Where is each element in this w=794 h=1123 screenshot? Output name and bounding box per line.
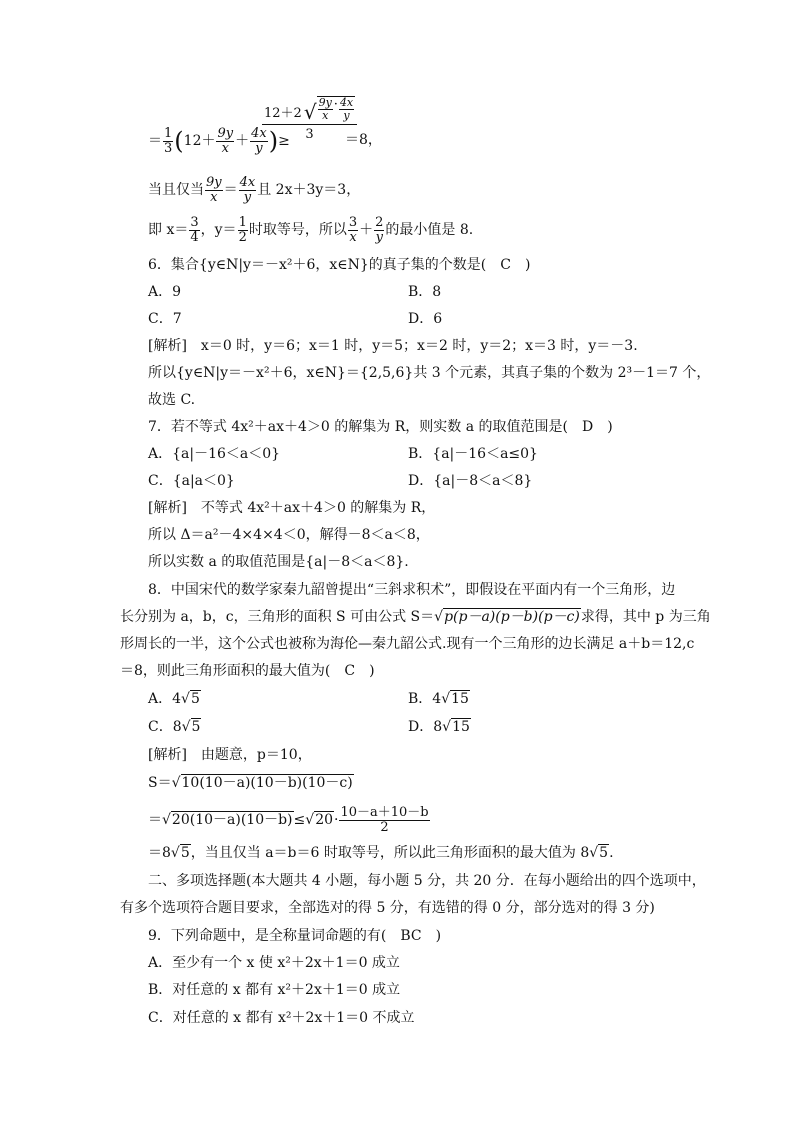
q6-option-c: C．7 — [148, 311, 182, 327]
q8-solution-4: ＝8√5，当且仅当 a＝b＝6 时取等号，所以此三角形面积的最大值为 8√5. — [148, 845, 614, 861]
section-2-heading-2: 有多个选项符合题目要求，全部选对的得 5 分，有选错的得 0 分，部分选对的得 3 分) — [120, 900, 655, 916]
frac-num: 4x — [251, 125, 267, 141]
frac-num: 4x — [339, 96, 354, 109]
q6-solution-2: 所以{y∈N|y＝－x²＋6，x∈N}＝{2,5,6}共 3 个元素，其真子集的个数为 2³－1＝7 个， — [148, 365, 711, 381]
text: 求得，其中 p 为三角 — [580, 609, 711, 625]
q6-solution-1: [解析] x＝0 时，y＝6；x＝1 时，y＝5；x＝2 时，y＝2；x＝3 时，y＝－3. — [148, 338, 638, 354]
text: S＝ — [148, 775, 172, 791]
equals-8: ＝8， — [345, 132, 382, 148]
option-label: A．4 — [148, 691, 182, 707]
radicand: 15 — [451, 691, 469, 707]
fraction-2-y — [374, 216, 384, 245]
q7-option-b: B．{a|－16＜a≤0} — [408, 446, 538, 462]
big-frac-den: 3 — [305, 127, 314, 142]
fraction-one-third — [163, 127, 173, 156]
fraction-9y-x-small — [318, 97, 333, 122]
question-8-line-1: 8．中国宋代的数学家秦九韶曾提出“三斜求积术”，即假设在平面内有一个三角形，边 — [148, 582, 676, 598]
q8-option-b: B．4√15 — [408, 691, 469, 707]
frac-den: y — [375, 229, 383, 245]
frac-num: 9y — [217, 125, 234, 141]
q8-option-a: A．4√5 — [148, 691, 200, 707]
q6-solution-3: 故选 C. — [148, 392, 196, 408]
frac-den: 4 — [190, 229, 199, 245]
le-sign: ≤ — [293, 812, 306, 828]
frac-den: x — [349, 229, 357, 245]
question-9: 9．下列命题中，是全称量词命题的有( BC ) — [148, 928, 442, 944]
big-frac-num-text: 12＋2 — [264, 106, 302, 121]
q8-option-c: C．8√5 — [148, 719, 201, 735]
frac-den: x — [322, 109, 329, 122]
frac-num: 9y — [206, 174, 222, 190]
fraction-4x-y — [239, 176, 257, 205]
sqrt-expression: p(p－a)(p－b)(p－c) — [444, 609, 580, 625]
q7-solution-3: 所以实数 a 的取值范围是{a|－8＜a＜8}. — [148, 554, 409, 570]
frac-num: 3 — [190, 214, 199, 230]
radicand: 5 — [191, 719, 201, 735]
fraction-1-2 — [238, 216, 248, 245]
right-paren: ) — [268, 127, 279, 155]
frac-num: 1 — [238, 214, 247, 230]
solution-line-1-tail — [345, 130, 382, 150]
big-fraction — [262, 96, 357, 143]
q9-option-b: B．对任意的 x 都有 x²＋2x＋1＝0 成立 — [148, 982, 401, 998]
fraction-3-4 — [189, 216, 199, 245]
fraction-3-x — [348, 216, 358, 245]
text: 长分别为 a，b，c，三角形的面积 S 可由公式 S＝ — [120, 609, 435, 625]
frac-num: 2 — [375, 214, 384, 230]
frac-num: 10－a＋10－b — [340, 804, 429, 820]
question-8-line-4: ＝8，则此三角形面积的最大值为( C ) — [120, 663, 375, 679]
question-7: 7．若不等式 4x²＋ax＋4＞0 的解集为 R，则实数 a 的取值范围是( D ) — [148, 419, 613, 435]
text-y-equals: ，y＝ — [200, 222, 237, 238]
q6-option-d: D．6 — [408, 311, 443, 327]
radicand: 5 — [190, 691, 200, 707]
text-min-value: 的最小值是 8. — [385, 222, 474, 238]
question-8-line-2: 长分别为 a，b，c，三角形的面积 S 可由公式 S＝√p(p－a)(p－b)(p－c)求得，其中 p 为三角 — [120, 609, 711, 625]
q8-solution-1: [解析] 由题意，p＝10， — [148, 747, 312, 763]
frac-num: 3 — [348, 214, 358, 230]
q7-option-a: A．{a|－16＜a＜0} — [148, 446, 281, 462]
frac-den: y — [343, 109, 350, 122]
frac-den: 2 — [238, 229, 247, 245]
q8-solution-3: ＝√20(10－a)(10－b)≤√20· $\frac{10-a+10-b}{2}$ — [148, 804, 429, 835]
q7-option-c: C．{a|a＜0} — [148, 473, 235, 489]
frac-num: 4x — [239, 174, 256, 190]
solution-line-2: 当且仅当 $\frac{9y}{x}$ ＝ $\frac{4x}{y}$ 且 2x＋3y＝3， — [148, 174, 361, 205]
fraction-sum-over-2 — [339, 806, 429, 835]
solution-line-3: 即 x＝ $\frac{3}{4}$ ，y＝ $\frac{1}{2}$ 时取等号，所以 $\frac{3}{x}$ ＋ $\frac{2}{y}$ 的最小值是 8. — [148, 214, 474, 245]
option-label: B．4 — [408, 691, 442, 707]
frac-num: 9y — [318, 96, 332, 109]
q9-option-a: A．至少有一个 x 使 x²＋2x＋1＝0 成立 — [148, 955, 400, 971]
sqrt-content: $\frac{9y}{x}$ · $\frac{4x}{y}$ — [318, 96, 354, 122]
frac-den: y — [243, 189, 252, 205]
equals-sign: ＝ — [148, 133, 162, 149]
frac-den: 3 — [164, 140, 173, 156]
frac-num: 1 — [164, 125, 173, 141]
option-label: D．8 — [408, 719, 443, 735]
text: ＝8 — [148, 845, 171, 861]
q8-option-d: D．8√15 — [408, 719, 470, 735]
q6-option-b: B．8 — [408, 284, 442, 300]
frac-den: 2 — [380, 819, 389, 835]
question-6: 6．集合{y∈N|y＝－x²＋6，x∈N}的真子集的个数是( C ) — [148, 257, 531, 273]
q7-solution-2: 所以 Δ＝a²－4×4×4＜0，解得－8＜a＜8， — [148, 527, 430, 543]
radicand: 20 — [315, 812, 334, 828]
expr-12-plus: 12＋ — [183, 133, 216, 149]
text: ＝ — [148, 812, 162, 828]
geq-sign: ≥ — [278, 133, 290, 149]
frac-den: y — [255, 140, 263, 156]
radicand: 5 — [599, 845, 609, 861]
text-x-equals: 即 x＝ — [148, 222, 189, 238]
left-paren: ( — [174, 127, 184, 155]
fraction-9y-x — [216, 127, 234, 156]
q9-option-c: C．对任意的 x 都有 x²＋2x＋1＝0 不成立 — [148, 1010, 415, 1026]
text-when-and-only-when: 当且仅当 — [148, 182, 204, 198]
frac-den: x — [221, 140, 229, 156]
solution-line-1: ＝ $\frac{1}{3}$ (12＋ $\frac{9y}{x}$ ＋ $\frac{4x}{y}$ )≥ — [148, 125, 290, 156]
q8-solution-2: S＝√10(10－a)(10－b)(10－c) — [148, 775, 353, 791]
option-label: C．8 — [148, 719, 182, 735]
q6-option-a: A．9 — [148, 284, 182, 300]
text-equality: 时取等号，所以 — [248, 222, 347, 238]
radicand: 10(10－a)(10－b)(10－c) — [181, 775, 353, 791]
radicand: 15 — [452, 719, 470, 735]
text: . — [609, 845, 614, 861]
sqrt-sign: √ — [303, 100, 317, 124]
q7-solution-1: [解析] 不等式 4x²＋ax＋4＞0 的解集为 R， — [148, 500, 436, 516]
q7-option-d: D．{a|－8＜a＜8} — [408, 473, 533, 489]
frac-den: x — [210, 189, 218, 205]
section-2-heading-1: 二、多项选择题(本大题共 4 小题，每小题 5 分，共 20 分．在每小题给出的四个选项中， — [148, 873, 706, 889]
fraction-9y-x — [205, 176, 223, 205]
fraction-4x-y-small — [339, 97, 354, 122]
question-8-line-3: 形周长的一半，这个公式也被称为海伦—秦九韶公式.现有一个三角形的边长满足 a＋b＝12,c — [120, 636, 695, 652]
radicand: 5 — [180, 845, 190, 861]
condition-text: 且 2x＋3y＝3， — [257, 182, 361, 198]
radicand: 20(10－a)(10－b) — [171, 812, 293, 828]
text: ，当且仅当 a＝b＝6 时取等号，所以此三角形面积的最大值为 8 — [190, 845, 590, 861]
